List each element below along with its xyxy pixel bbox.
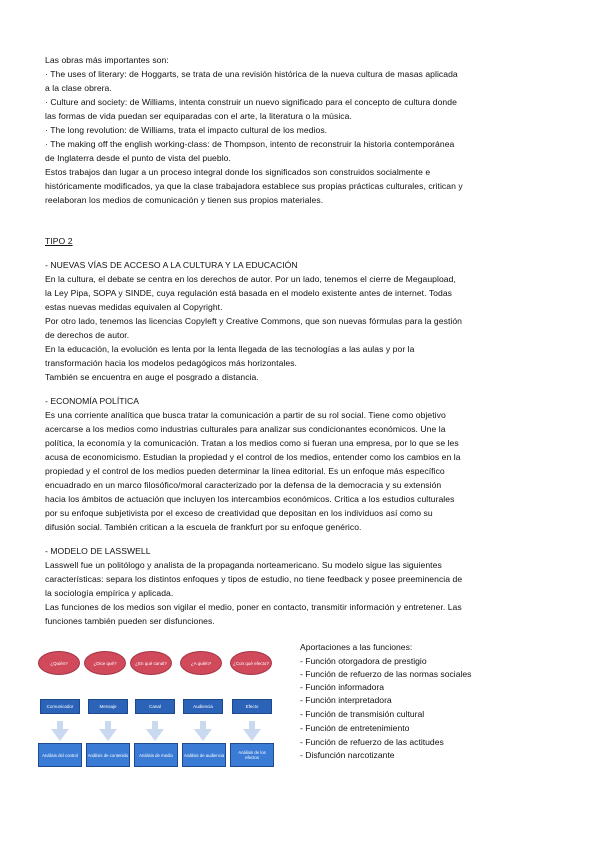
subsection-title: - NUEVAS VÍAS DE ACCESO A LA CULTURA Y LA EDUCACIÓN [45, 260, 298, 270]
text-line: la sociología empírica y aplicada. [45, 588, 174, 598]
text-line: encuadrado en un marco filosófico/moral caracterizado por la defensa de la democracia y su extensión [45, 480, 442, 490]
element-box: Canal [135, 699, 175, 714]
text-line: características: separa los distintos enfoques y tipos de estudio, no tiene feedback y posee preeminencia de [45, 574, 463, 584]
text-line: acusa de economicismo. Estudian la propiedad y el control de los medios, entender como los cambios en la [45, 452, 461, 462]
text-line: En la cultura, el debate se centra en los derechos de autor. Por un lado, tenemos el cierre de Megaupload, [45, 274, 456, 284]
analysis-box: Análisis de medio [134, 743, 178, 767]
element-box: Comunicador [40, 699, 80, 714]
text-line: funciones también pueden ser disfunciones. [45, 616, 215, 626]
subsection-title: - ECONOMÍA POLÍTICA [45, 396, 140, 406]
down-arrow-icon [51, 729, 69, 741]
text-line: Es una corriente analítica que busca tratar la comunicación a partir de su rol social. Tiene como objetivo [45, 410, 446, 420]
function-item: - Función de entretenimiento [300, 723, 410, 733]
function-item: - Función de transmisión cultural [300, 709, 425, 719]
text-line: reelaboran los medios de comunicación y tienen sus propios materiales. [45, 195, 324, 205]
function-item: - Disfunción narcotizante [300, 750, 395, 760]
down-arrow-icon [146, 729, 164, 741]
function-item: - Función otorgadora de prestigio [300, 656, 427, 666]
analysis-box: Análisis de audiencia [182, 743, 226, 767]
text-line: política, la economía y la comunicación. Tratan a los medios como si fueran una empresa, por lo que se les [45, 438, 459, 448]
section-heading: TIPO 2 [45, 236, 73, 246]
element-box: Efecto [232, 699, 272, 714]
text-line: las formas de vida puedan ser equiparadas con el arte, la literatura o la música. [45, 111, 352, 121]
question-oval: ¿Dice qué? [84, 651, 126, 675]
text-line: Las funciones de los medios son vigilar el medio, poner en contacto, transmitir información y entretener. Las [45, 602, 462, 612]
text-line: acercarse a los medios como industrias culturales para analizar sus condicionantes económicos. Une la [45, 424, 446, 434]
function-item: - Función de refuerzo de las normas sociales [300, 669, 472, 679]
analysis-box: Análisis de contenido [86, 743, 130, 767]
text-line: de derechos de autor. [45, 330, 130, 340]
text-line: Por otro lado, tenemos las licencias Copyleft y Creative Commons, que son nuevas fórmulas para la gestión [45, 316, 462, 326]
text-line: de Inglaterra desde el punto de vista del pueblo. [45, 153, 231, 163]
function-item: - Función de refuerzo de las actitudes [300, 737, 444, 747]
question-oval: ¿En qué canal? [130, 651, 172, 675]
question-oval: ¿Quién? [38, 651, 80, 675]
down-arrow-icon [243, 729, 261, 741]
text-line: · The making off the english working-class: de Thompson, intento de reconstruir la historia contemporánea [45, 139, 455, 149]
function-item: - Función informadora [300, 682, 385, 692]
text-line: a la clase obrera. [45, 83, 112, 93]
text-line: También se encuentra en auge el posgrado a distancia. [45, 372, 259, 382]
text-line: históricamente modificados, ya que la clase trabajadora establece sus propias prácticas culturales, critican y [45, 181, 463, 191]
text-line: Lasswell fue un politólogo y analista de la propaganda norteamericano. Su modelo sigue las siguientes [45, 560, 442, 570]
text-line: · The uses of literary: de Hoggarts, se trata de una revisión histórica de la nueva cultura de masas aplicada [45, 69, 458, 79]
text-line: Estos trabajos dan lugar a un proceso integral donde los significados son construidos socialmente e [45, 167, 431, 177]
subsection-title: - MODELO DE LASSWELL [45, 546, 151, 556]
text-line: estas nuevas medidas equivalen al Copyright. [45, 302, 223, 312]
text-line: difusión social. También critican a la escuela de frankfurt por su enfoque genérico. [45, 522, 362, 532]
text-line: · Culture and society: de Williams, intenta construir un nuevo significado para el concepto de cultura donde [45, 97, 457, 107]
analysis-box: Análisis del control [38, 743, 82, 767]
text-line: hacia los ámbitos de actuación que incluyen los intercambios económicos. Critica a los estudios culturales [45, 494, 455, 504]
element-box: Audiencia [183, 699, 223, 714]
question-oval: ¿Con qué efecto? [230, 651, 272, 675]
analysis-box: Análisis de los efectos [230, 743, 274, 767]
question-oval: ¿A quién? [180, 651, 222, 675]
text-line: propiedad y el control de los medios pueden determinar la línea editorial. Es un enfoque más específico [45, 466, 445, 476]
text-line: En la educación, la evolución es lenta por la lenta llegada de las tecnologías a las aulas y por la [45, 344, 415, 354]
text-line: Las obras más importantes son: [45, 55, 169, 65]
down-arrow-icon [194, 729, 212, 741]
element-box: Mensaje [88, 699, 128, 714]
text-line: por su enfoque subjetivista por el exceso de creatividad que depositan en los individuos así como su [45, 508, 433, 518]
function-item: - Función interpretadora [300, 695, 392, 705]
down-arrow-icon [99, 729, 117, 741]
text-line: la Ley Pipa, SOPA y SINDE, cuya regulación está basada en el modelo existente antes de internet. Todas [45, 288, 453, 298]
text-line: transformación hacia los modelos pedagógicos más horizontales. [45, 358, 297, 368]
functions-title: Aportaciones a las funciones: [300, 642, 413, 652]
lasswell-diagram [38, 649, 278, 774]
text-line: · The long revolution: de Williams, trata el impacto cultural de los medios. [45, 125, 328, 135]
